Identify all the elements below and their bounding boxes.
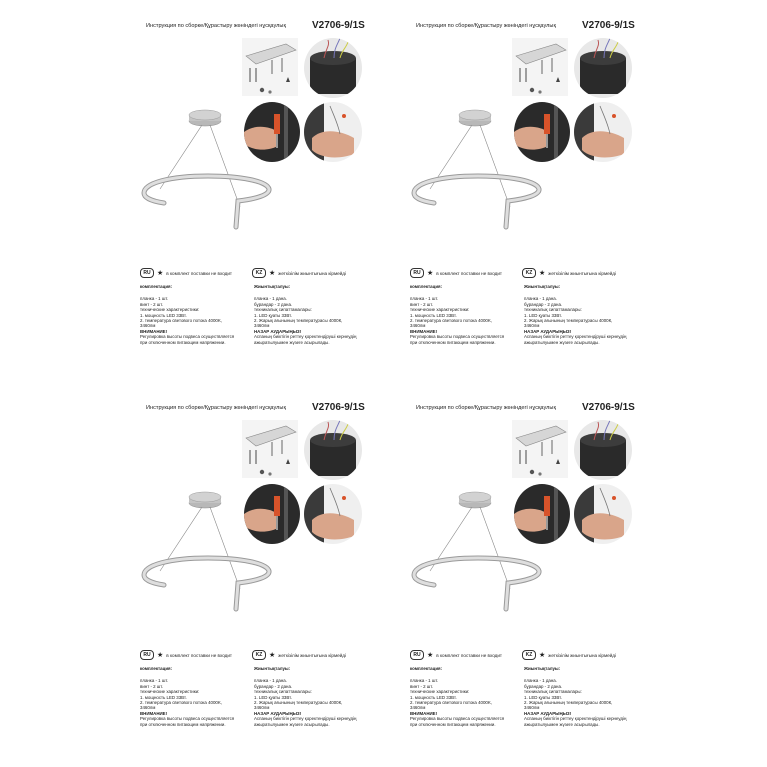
kz-line: 3460лм	[524, 323, 540, 329]
kz-line: бұрандар - 2 дана.	[524, 683, 563, 689]
kz-warning-line: Аспаның биіктігін реттеу қоректендіруші кернеудің	[524, 334, 627, 340]
ru-heading: комплектация:	[140, 666, 173, 671]
star-icon: ★	[539, 270, 546, 277]
ru-specs	[410, 666, 528, 727]
assembly-photos	[238, 38, 368, 188]
ru-warning-line: при отключенном питающем напряжении.	[410, 339, 496, 345]
kz-line: 1. LED қуаты 33Вт.	[524, 694, 562, 700]
screw-fixing-photo	[244, 484, 300, 544]
kz-badge: KZ	[252, 650, 266, 660]
kz-warning-heading: НАЗАР АУДАРЫҢЫЗ!	[254, 328, 302, 334]
instruction-title: Инструкция по сборке/Құрастыру жөніндегі нұсқаулық	[146, 23, 286, 29]
instruction-sheet-top-left	[130, 18, 385, 363]
wiring-photo	[304, 420, 362, 480]
screw-fixing-photo	[244, 102, 300, 162]
kz-line: техникалық сипаттамалары:	[254, 689, 312, 695]
kz-line: 2. Жарық ағынының температурасы 4000К,	[254, 700, 343, 706]
star-icon: ★	[157, 270, 164, 277]
ru-line: 1. мощность LED 33Вт.	[140, 312, 187, 318]
kz-line: 2. Жарық ағынының температурасы 4000К,	[254, 318, 343, 324]
kz-legend	[522, 650, 616, 660]
ru-line: планка - 1 шт.	[410, 296, 439, 302]
assembly-photos	[238, 420, 368, 570]
ru-line: 1. мощность LED 33Вт.	[410, 312, 457, 318]
star-icon: ★	[157, 652, 164, 659]
ru-heading: комплектация:	[140, 284, 173, 289]
ru-badge: RU	[410, 268, 424, 278]
model-number: V2706-9/1S	[582, 402, 635, 413]
suspension-cable-right	[210, 125, 240, 207]
ru-legend	[140, 268, 232, 278]
kz-legend	[252, 650, 346, 660]
ru-badge: RU	[140, 650, 154, 660]
ru-warning-line: Регулировка высоты подвеса осуществляется	[410, 716, 505, 722]
model-number: V2706-9/1S	[582, 20, 635, 31]
kz-warning-line: ажыратылуымен жүзеге асырылады.	[254, 339, 330, 345]
kz-line: 3460лм	[524, 705, 540, 711]
legend-row	[140, 650, 380, 662]
assembly-photos	[508, 38, 638, 188]
ru-specs	[140, 284, 258, 345]
ru-not-included-text: в комплект поставки не входит	[436, 270, 503, 276]
ru-legend	[140, 650, 232, 660]
sheet-header	[146, 402, 386, 414]
mounting-bracket-photo	[512, 38, 568, 96]
instruction-sheet-bottom-left	[130, 400, 385, 745]
kz-line: техникалық сипаттамалары:	[524, 307, 582, 313]
mounting-bracket-photo	[242, 420, 298, 478]
model-number: V2706-9/1S	[312, 20, 365, 31]
kz-line: планка - 1 дана.	[254, 678, 287, 684]
suspension-cable-right	[480, 507, 510, 589]
star-icon: ★	[427, 652, 434, 659]
ru-line: технические характеристики:	[410, 689, 470, 695]
ru-not-included-text: в комплект поставки не входит	[166, 652, 233, 658]
ru-heading: комплектация:	[410, 666, 443, 671]
ru-warning-line: Регулировка высоты подвеса осуществляется	[140, 334, 235, 340]
kz-warning-line: Аспаның биіктігін реттеу қоректендіруші кернеудің	[524, 716, 627, 722]
ru-legend	[410, 650, 502, 660]
ru-line: планка - 1 шт.	[140, 678, 169, 684]
kz-badge: KZ	[522, 268, 536, 278]
star-icon: ★	[427, 270, 434, 277]
ru-line: планка - 1 шт.	[140, 296, 169, 302]
height-adjust-photo	[574, 102, 632, 162]
kz-heading: Жиынтықталуы:	[524, 284, 561, 289]
kz-line: 3460лм	[254, 705, 270, 711]
ru-legend	[410, 268, 502, 278]
instruction-title: Инструкция по сборке/Құрастыру жөніндегі нұсқаулық	[416, 23, 556, 29]
ru-line: винт - 2 шт.	[140, 683, 164, 689]
kz-heading: Жиынтықталуы:	[254, 666, 291, 671]
ru-not-included-text: в комплект поставки не входит	[436, 652, 503, 658]
ru-warning-line: при отключенном питающем напряжении.	[140, 339, 226, 345]
kz-warning-line: Аспаның биіктігін реттеу қоректендіруші кернеудің	[254, 716, 357, 722]
ru-warning-line: при отключенном питающем напряжении.	[140, 721, 226, 727]
kz-line: бұрандар - 2 дана.	[254, 301, 293, 307]
kz-not-included-text: жеткізілім жиынтығына кірмейді	[278, 270, 346, 276]
kz-warning-heading: НАЗАР АУДАРЫҢЫЗ!	[254, 710, 302, 716]
kz-warning-heading: НАЗАР АУДАРЫҢЫЗ!	[524, 710, 572, 716]
kz-warning-heading: НАЗАР АУДАРЫҢЫЗ!	[524, 328, 572, 334]
ru-line: винт - 2 шт.	[410, 301, 434, 307]
kz-specs	[254, 666, 372, 727]
ru-line: винт - 2 шт.	[140, 301, 164, 307]
star-icon: ★	[269, 652, 276, 659]
screwdriver-icon	[274, 114, 280, 134]
mounting-bracket-photo	[242, 38, 298, 96]
kz-line: техникалық сипаттамалары:	[254, 307, 312, 313]
ru-badge: RU	[410, 650, 424, 660]
ru-warning-heading: ВНИМАНИЕ!	[410, 710, 438, 716]
kz-warning-line: Аспаның биіктігін реттеу қоректендіруші кернеудің	[254, 334, 357, 340]
legend-row	[140, 268, 380, 280]
ru-line: 2. температура светового потока 4000K,	[410, 318, 493, 324]
sheet-header	[146, 20, 386, 32]
wiring-photo	[574, 38, 632, 98]
ru-not-included-text: в комплект поставки не входит	[166, 270, 233, 276]
ru-line: винт - 2 шт.	[410, 683, 434, 689]
ru-line: планка - 1 шт.	[410, 678, 439, 684]
ru-line: 3460лм	[410, 705, 426, 711]
ru-warning-heading: ВНИМАНИЕ!	[410, 328, 438, 334]
kz-line: бұрандар - 2 дана.	[254, 683, 293, 689]
screwdriver-icon	[544, 114, 550, 134]
ru-warning-line: Регулировка высоты подвеса осуществляется	[410, 334, 505, 340]
kz-warning-line: ажыратылуымен жүзеге асырылады.	[524, 721, 600, 727]
sheet-header	[416, 20, 656, 32]
ru-warning-line: Регулировка высоты подвеса осуществляется	[140, 716, 235, 722]
kz-line: бұрандар - 2 дана.	[524, 301, 563, 307]
kz-line: 3460лм	[254, 323, 270, 329]
kz-legend	[522, 268, 616, 278]
model-number: V2706-9/1S	[312, 402, 365, 413]
ru-line: технические характеристики:	[140, 689, 200, 695]
mounting-bracket-photo	[512, 420, 568, 478]
suspension-cable-right	[210, 507, 240, 589]
kz-warning-line: ажыратылуымен жүзеге асырылады.	[524, 339, 600, 345]
ru-line: 2. температура светового потока 4000K,	[140, 700, 223, 706]
assembly-photos	[508, 420, 638, 570]
kz-line: техникалық сипаттамалары:	[524, 689, 582, 695]
wiring-photo	[574, 420, 632, 480]
star-icon: ★	[539, 652, 546, 659]
star-icon: ★	[269, 270, 276, 277]
ru-line: 1. мощность LED 33Вт.	[140, 694, 187, 700]
instruction-title: Инструкция по сборке/Құрастыру жөніндегі нұсқаулық	[146, 405, 286, 411]
ru-specs	[410, 284, 528, 345]
ru-line: 3460лм	[410, 323, 426, 329]
kz-warning-line: ажыратылуымен жүзеге асырылады.	[254, 721, 330, 727]
instruction-sheet-bottom-right	[400, 400, 655, 745]
height-adjust-photo	[304, 102, 362, 162]
ru-line: технические характеристики:	[410, 307, 470, 313]
ru-warning-line: при отключенном питающем напряжении.	[410, 721, 496, 727]
screw-fixing-photo	[514, 102, 570, 162]
ru-line: 3460лм	[140, 323, 156, 329]
screw-fixing-photo	[514, 484, 570, 544]
ru-line: 1. мощность LED 33Вт.	[410, 694, 457, 700]
kz-badge: KZ	[252, 268, 266, 278]
kz-line: планка - 1 дана.	[524, 296, 557, 302]
kz-line: 1. LED қуаты 33Вт.	[254, 312, 292, 318]
kz-badge: KZ	[522, 650, 536, 660]
kz-not-included-text: жеткізілім жиынтығына кірмейді	[548, 652, 616, 658]
screwdriver-icon	[544, 496, 550, 516]
kz-legend	[252, 268, 346, 278]
height-adjust-photo	[304, 484, 362, 544]
kz-specs	[524, 666, 642, 727]
kz-line: планка - 1 дана.	[524, 678, 557, 684]
kz-line: 1. LED қуаты 33Вт.	[254, 694, 292, 700]
kz-not-included-text: жеткізілім жиынтығына кірмейді	[548, 270, 616, 276]
kz-specs	[254, 284, 372, 345]
ru-line: 3460лм	[140, 705, 156, 711]
ru-line: 2. температура светового потока 4000K,	[140, 318, 223, 324]
kz-line: 1. LED қуаты 33Вт.	[524, 312, 562, 318]
ru-line: технические характеристики:	[140, 307, 200, 313]
ru-heading: комплектация:	[410, 284, 443, 289]
instruction-sheet-top-right	[400, 18, 655, 363]
legend-row	[410, 650, 650, 662]
legend-row	[410, 268, 650, 280]
screwdriver-icon	[274, 496, 280, 516]
ru-specs	[140, 666, 258, 727]
ru-line: 2. температура светового потока 4000K,	[410, 700, 493, 706]
kz-line: 2. Жарық ағынының температурасы 4000К,	[524, 318, 613, 324]
wiring-photo	[304, 38, 362, 98]
ru-badge: RU	[140, 268, 154, 278]
kz-specs	[524, 284, 642, 345]
kz-line: планка - 1 дана.	[254, 296, 287, 302]
kz-line: 2. Жарық ағынының температурасы 4000К,	[524, 700, 613, 706]
kz-heading: Жиынтықталуы:	[254, 284, 291, 289]
height-adjust-photo	[574, 484, 632, 544]
instruction-title: Инструкция по сборке/Құрастыру жөніндегі нұсқаулық	[416, 405, 556, 411]
kz-heading: Жиынтықталуы:	[524, 666, 561, 671]
suspension-cable-right	[480, 125, 510, 207]
ru-warning-heading: ВНИМАНИЕ!	[140, 710, 168, 716]
kz-not-included-text: жеткізілім жиынтығына кірмейді	[278, 652, 346, 658]
ru-warning-heading: ВНИМАНИЕ!	[140, 328, 168, 334]
sheet-header	[416, 402, 656, 414]
